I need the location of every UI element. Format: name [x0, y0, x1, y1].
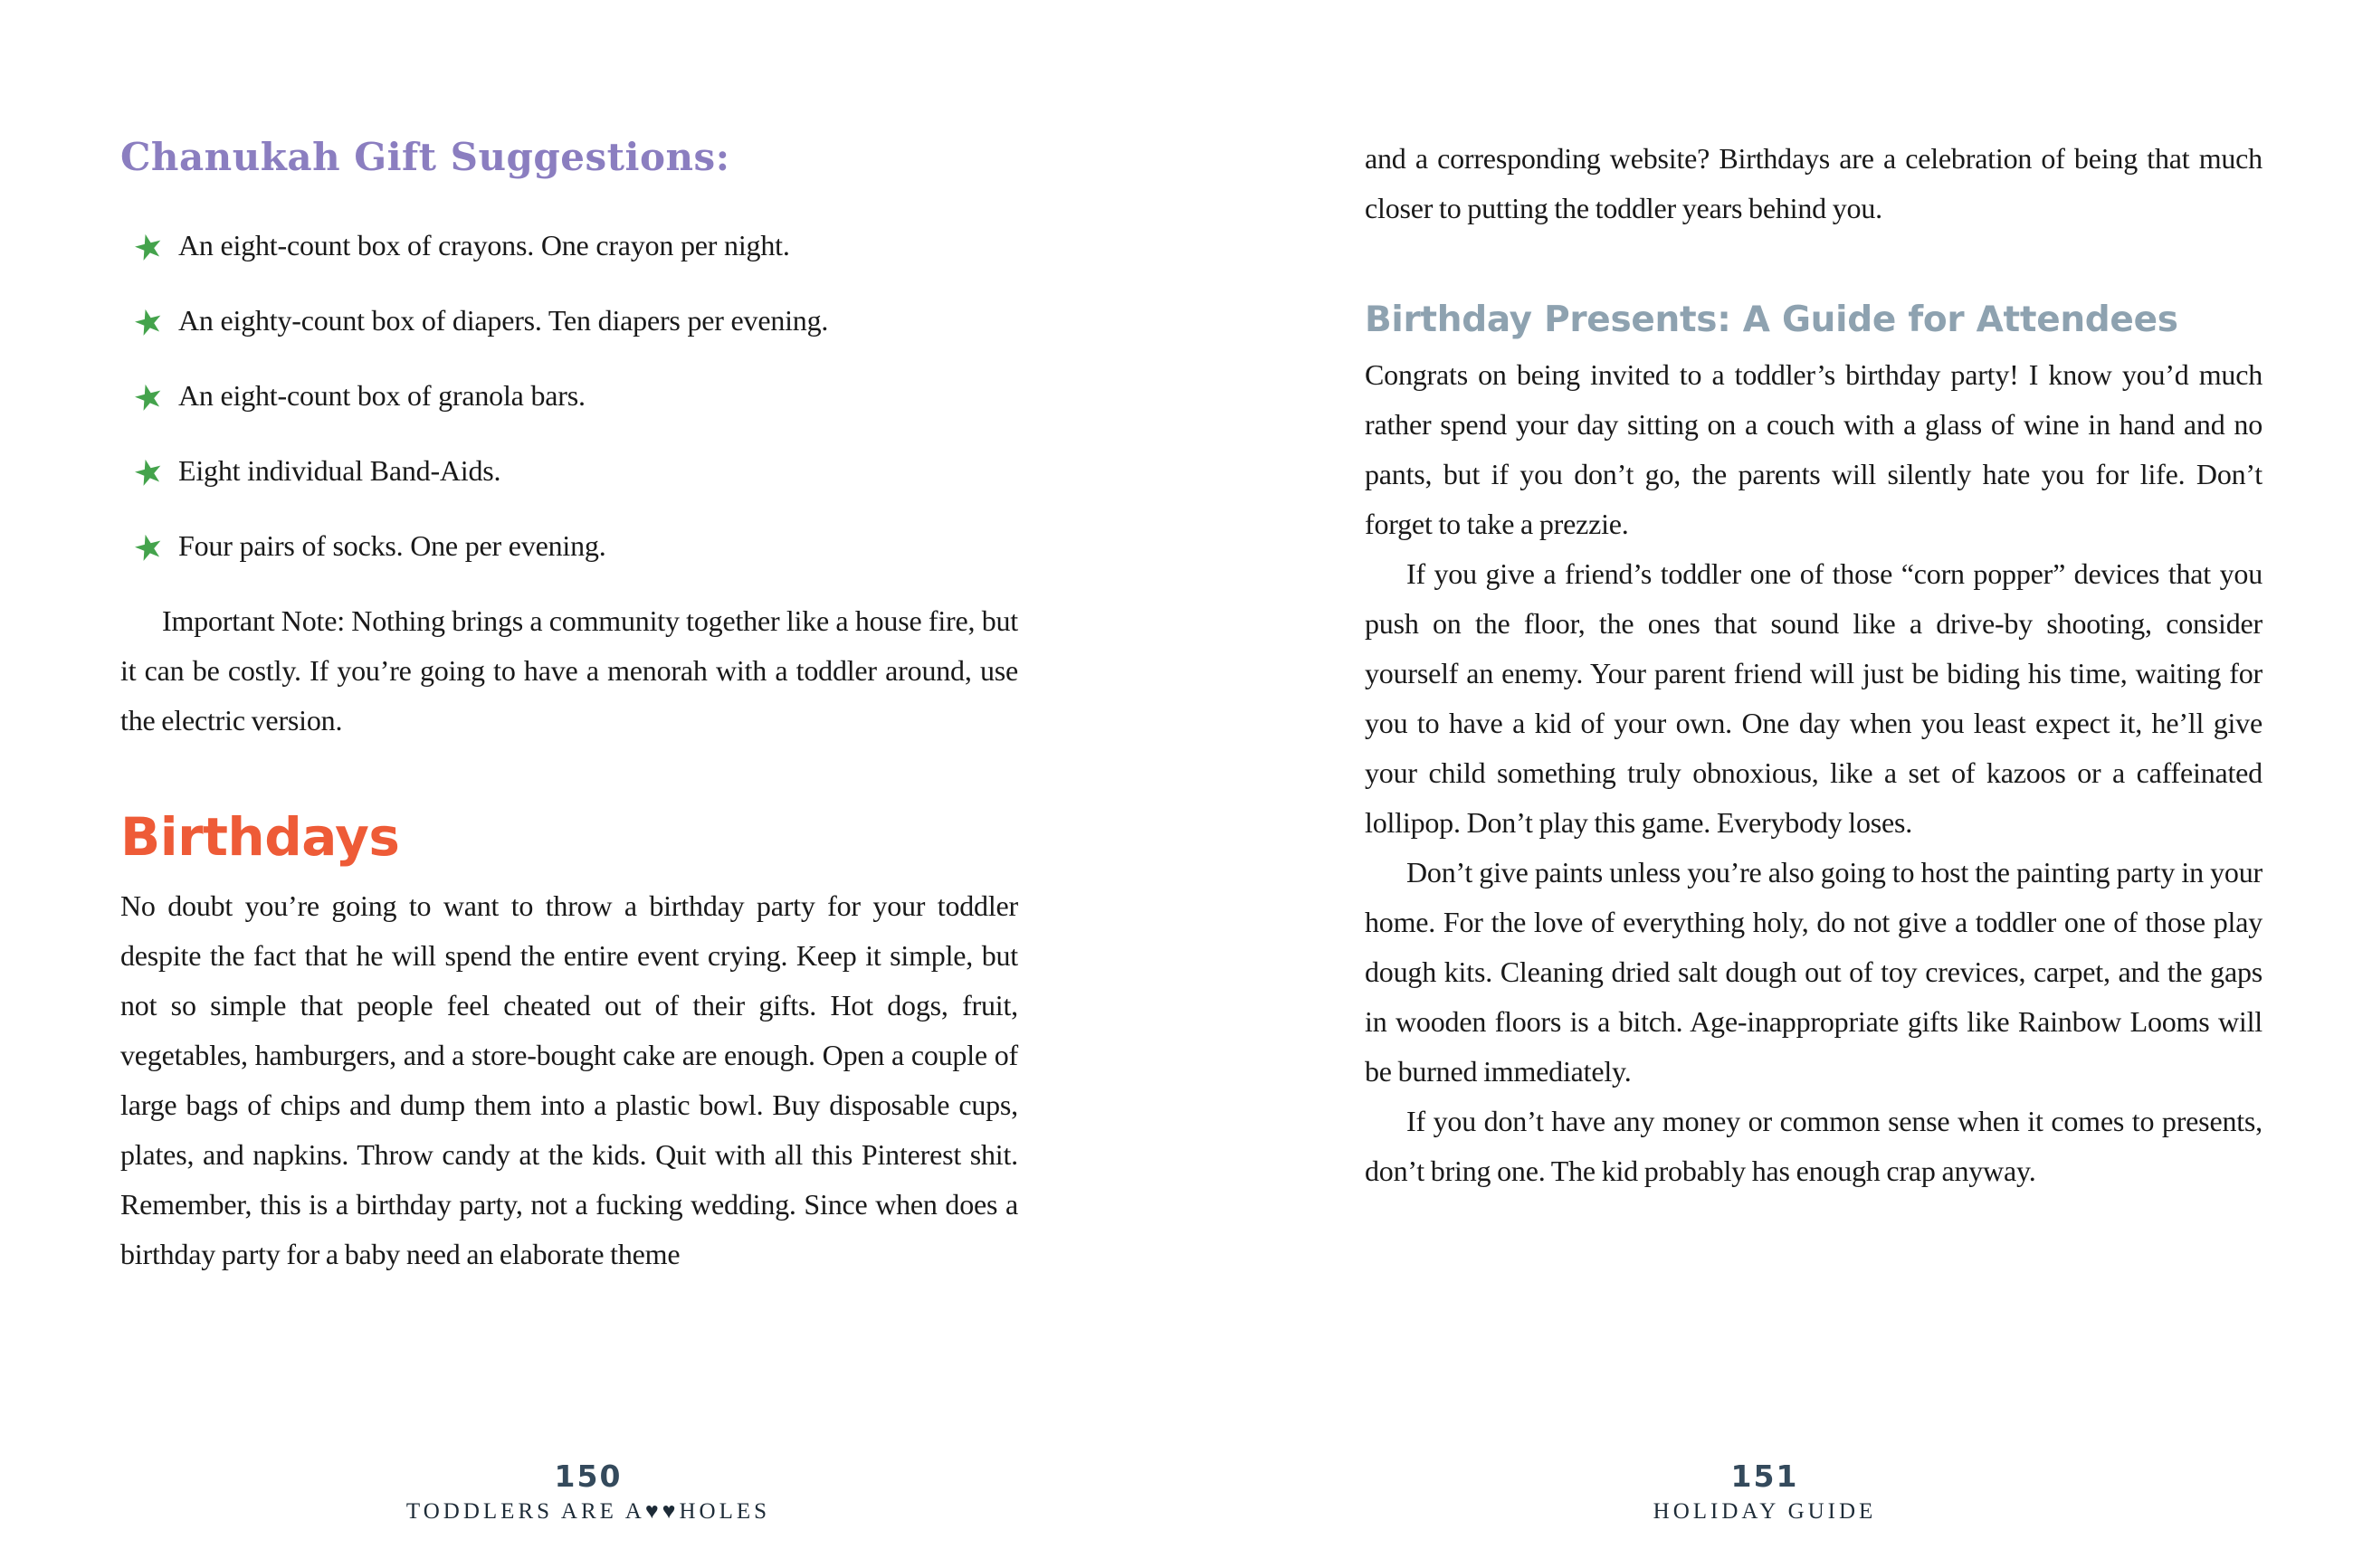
- list-item-text: Eight individual Band-Aids.: [178, 454, 501, 487]
- page-number: 150: [554, 1459, 623, 1494]
- page-150: [120, 0, 1018, 1279]
- star-icon: ★: [129, 223, 168, 271]
- footer-left: [0, 1459, 1176, 1525]
- chapter-heading-birthdays: Birthdays: [120, 806, 400, 868]
- running-footer-chapter-title: HOLIDAY GUIDE: [1653, 1499, 1877, 1524]
- list-item: [120, 296, 1018, 346]
- star-icon: ★: [129, 524, 168, 571]
- body-paragraph: No doubt you’re going to want to throw a birthday party for your toddler despite the fact that he will spend the entire event crying. Keep it simple, but not so simple that people feel cheated out of their gifts. Hot dogs, fruit, vegetables, hamburgers, and a store-bought cake are enough. Open a couple of large bags of chips and dump them into a plastic bowl. Buy disposable cups, plates, and napkins. Throw candy at the kids. Quit with all this Pinterest shit. Remember, this is a birthday party, not a fucking wedding. Since when does a birthday party for a baby need an elaborate theme: [120, 889, 1018, 1270]
- body-paragraph: Congrats on being invited to a toddler’s birthday party! I know you’d much rather spend your day sitting on a couch with a glass of wine in hand and no pants, but if you don’t go, the parents will silently hate you for life. Don’t forget to take a prezzie.: [1365, 358, 2262, 540]
- list-item: [120, 371, 1018, 421]
- page-number: 151: [1730, 1459, 1799, 1494]
- footer-right: [1176, 1459, 2353, 1525]
- page-151: [1365, 0, 2262, 1196]
- list-item-text: An eight-count box of granola bars.: [178, 379, 586, 412]
- list-item-text: An eight-count box of crayons. One crayon per night.: [178, 229, 790, 261]
- body-paragraph: Don’t give paints unless you’re also going to host the painting party in your home. For the love of everything holy, do not give a toddler one of those play dough kits. Cleaning dried salt dough out of toy crevices, carpet, and the gaps in wooden floors is a bitch. Age-inappropriate gifts like Rainbow Looms will be burned immediately.: [1365, 856, 2262, 1088]
- gift-list: [120, 221, 1018, 571]
- list-item: [120, 521, 1018, 571]
- list-item-text: Four pairs of socks. One per evening.: [178, 529, 606, 562]
- body-paragraph: If you give a friend’s toddler one of those “corn popper” devices that you push on the floor, the ones that sound like a drive-by shooting, consider yourself an enemy. Your parent friend will just be biding his time, waiting for you to have a kid of your own. One day when you least expect it, he’ll give your child something truly obnoxious, like a set of kazoos or a caffeinated lollipop. Don’t play this game. Everybody loses.: [1365, 557, 2262, 839]
- list-item-text: An eighty-count box of diapers. Ten diapers per evening.: [178, 304, 829, 337]
- star-icon: ★: [129, 449, 168, 496]
- star-icon: ★: [129, 374, 168, 421]
- section-heading-chanukah: Chanukah Gift Suggestions:: [120, 135, 730, 179]
- list-item: [120, 221, 1018, 271]
- section-heading-birthday-presents: Birthday Presents: A Guide for Attendees: [1365, 299, 2178, 340]
- continued-paragraph: and a corresponding website? Birthdays are a celebration of being that much closer to putting the toddler years behind you.: [1365, 142, 2262, 224]
- star-icon: ★: [129, 299, 168, 346]
- body-paragraph: If you don’t have any money or common sense when it comes to presents, don’t bring one. The kid probably has enough crap anyway.: [1365, 1105, 2262, 1187]
- list-item: [120, 446, 1018, 496]
- note-paragraph: Important Note: Nothing brings a community together like a house fire, but it can be costly. If you’re going to have a menorah with a toddler around, use the electric version.: [120, 604, 1018, 736]
- running-footer-book-title: TODDLERS ARE A♥♥HOLES: [405, 1499, 771, 1524]
